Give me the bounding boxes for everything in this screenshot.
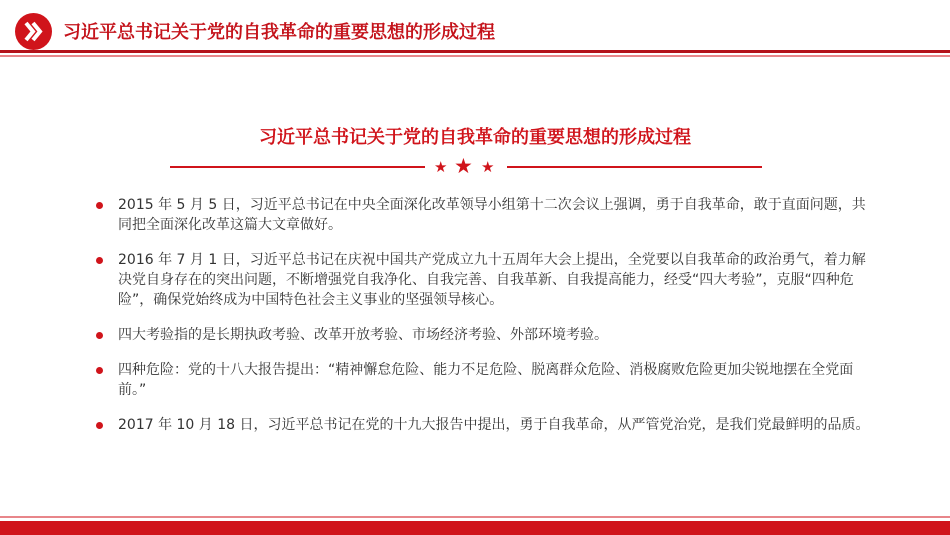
slide-header [0, 0, 950, 60]
list-item-text: 2017 年 10 月 18 日，习近平总书记在党的十九大报告中提出，勇于自我革命，从严管党治党，是我们党最鲜明的品质。 [118, 417, 870, 433]
bullet-dot-icon [96, 257, 103, 264]
list-item-text: 2015 年 5 月 5 日，习近平总书记在中央全面深化改革领导小组第十二次会议上强调，勇于自我革命，敢于直面问题，共同把全面深化改革这篇大文章做好。 [118, 197, 866, 233]
list-item-text: 四种危险：党的十八大报告提出：“精神懈怠危险、能力不足危险、脱离群众危险、消极腐败危险更加尖锐地摆在全党面前。” [118, 362, 854, 398]
double-chevron-right-icon [15, 13, 52, 50]
bullet-dot-icon [96, 367, 103, 374]
header-divider [0, 50, 950, 53]
star-icon: ★ [434, 158, 448, 176]
divider-line-right [507, 166, 762, 168]
divider-line-left [170, 166, 425, 168]
bullet-dot-icon [96, 332, 103, 339]
page-title: 习近平总书记关于党的自我革命的重要思想的形成过程 [259, 127, 691, 148]
list-item-text: 2016 年 7 月 1 日，习近平总书记在庆祝中国共产党成立九十五周年大会上提出，全党要以自我革命的政治勇气，着力解决党自身存在的突出问题，不断增强党自我净化、自我完善、自我革新、自我提高能力，经受“四大考验”，克服“四种危险”，确保党始终成为中国特色社会主义事业的坚强领导核心。 [118, 252, 866, 308]
header-divider-thin [0, 55, 950, 57]
title-divider [170, 156, 762, 178]
list-item [93, 325, 873, 345]
footer-divider-thin [0, 516, 950, 518]
list-item [93, 360, 873, 400]
star-icon: ★ [454, 154, 473, 178]
header-title: 习近平总书记关于党的自我革命的重要思想的形成过程 [63, 22, 495, 43]
list-item [93, 195, 873, 235]
bullet-dot-icon [96, 422, 103, 429]
bullet-dot-icon [96, 202, 103, 209]
list-item [93, 250, 873, 310]
star-icon: ★ [481, 158, 495, 176]
bullet-list [93, 195, 873, 450]
three-stars-icon [432, 156, 500, 178]
footer-bar [0, 521, 950, 535]
list-item [93, 415, 873, 435]
list-item-text: 四大考验指的是长期执政考验、改革开放考验、市场经济考验、外部环境考验。 [118, 327, 608, 343]
